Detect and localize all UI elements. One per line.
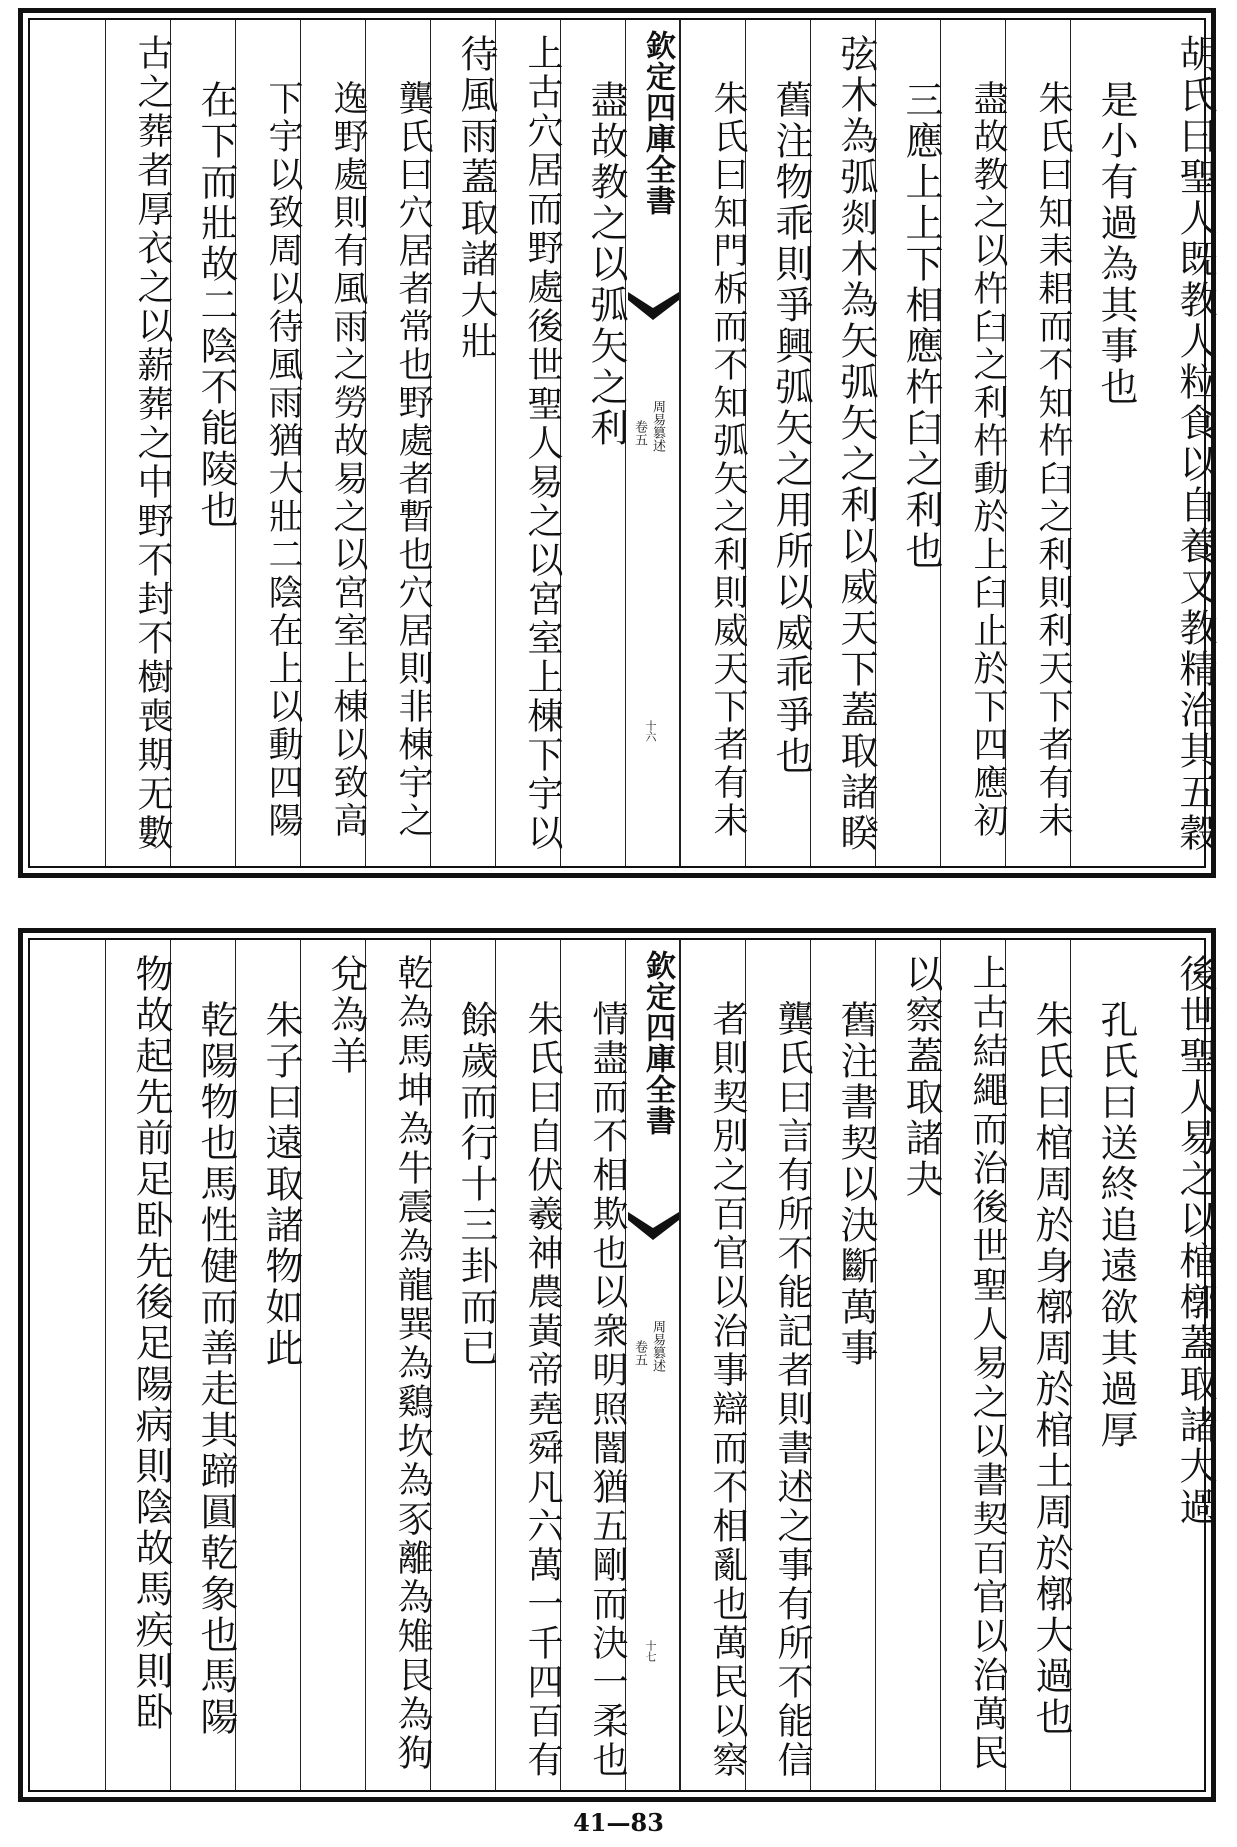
column-text: 情盡而不相欺也以衆明照闇猶五剛而決一柔也 [587, 1000, 628, 1780]
top-page-frame [28, 18, 1217, 868]
column-text: 上古穴居而野處後世聖人易之以宮室上棟下宇以 [522, 34, 563, 853]
column-text: 胡氏曰聖人既教人粒食以自養又教精治其五穀 [1173, 34, 1217, 854]
column-text: 龔氏曰穴居者常也野處者暫也穴居則非棟宇之 [393, 80, 433, 840]
text-column [560, 20, 628, 866]
column-text: 朱子曰遠取諸物如此 [259, 1000, 303, 1369]
column-text: 物故起先前足卧先後足陽病則陰故馬疾則卧 [129, 954, 173, 1733]
volume-label: 卷五 [632, 1340, 647, 1366]
column-text: 後世聖人易之以棺槨蓋取諸大過 [1173, 954, 1217, 1528]
column-text: 舊注書契以決斷萬事 [834, 1000, 878, 1369]
text-column [300, 940, 368, 1790]
column-text: 盡故教之以弧矢之利 [584, 80, 628, 449]
book-title: 周易篡述 [650, 400, 665, 452]
text-column [680, 940, 748, 1790]
column-text: 乾陽物也馬性健而善走其蹄圓乾象也馬陽 [194, 1000, 238, 1738]
leaf-number: 十六 [644, 720, 657, 742]
column-text: 上古結繩而治後世聖人易之以書契百官以治萬民 [967, 954, 1008, 1773]
text-column [875, 940, 943, 1790]
top-page [18, 8, 1216, 878]
text-column [560, 940, 628, 1790]
text-column [680, 20, 748, 866]
bottom-page [18, 928, 1216, 1802]
column-text: 朱氏曰棺周於身槨周於棺土周於槨大過也 [1029, 1000, 1073, 1738]
text-column [940, 940, 1008, 1790]
column-text: 舊注物乖則爭興弧矢之用所以威乖爭也 [769, 80, 813, 777]
column-text: 乾為馬坤為牛震為龍巽為鷄坎為豕離為雉艮為狗 [392, 954, 433, 1773]
volume-label: 卷五 [632, 420, 647, 446]
column-text: 朱氏曰自伏羲神農黃帝堯舜凡六萬一千四百有 [522, 1000, 563, 1780]
bottom-page-frame [28, 938, 1217, 1792]
text-column [105, 20, 173, 866]
text-column [1135, 940, 1217, 1790]
text-column [235, 940, 303, 1790]
text-column [1005, 20, 1073, 866]
column-text: 龔氏曰言有所不能記者則書述之事有所不能信 [772, 1000, 813, 1780]
column-text: 朱氏曰知耒耜而不知杵臼之利則利天下者有未 [1033, 80, 1073, 840]
page-footer-number: 41—83 [573, 1808, 664, 1837]
column-text: 弦木為弧剡木為矢弧矢之利以威天下蓋取諸睽 [834, 34, 878, 854]
column-text: 者則契別之百官以治事辯而不相亂也萬民以察 [707, 1000, 748, 1780]
leaf-number: 十七 [644, 1640, 657, 1662]
text-column [875, 20, 943, 866]
fish-tail-mark-icon [626, 290, 681, 330]
text-column [1070, 940, 1138, 1790]
text-column [365, 940, 433, 1790]
column-text: 朱氏曰知門柝而不知弧矢之利則威天下者有未 [708, 80, 748, 840]
text-column [810, 20, 878, 866]
column-text: 待風雨蓋取諸大壯 [454, 34, 498, 362]
column-text: 逸野處則有風雨之勞故易之以宮室上棟以致高 [328, 80, 368, 840]
text-column [495, 20, 563, 866]
text-column [940, 20, 1008, 866]
column-text: 孔氏曰送終追遠欲其過厚 [1094, 1000, 1138, 1451]
text-column [810, 940, 878, 1790]
text-column [1135, 20, 1217, 866]
text-column [495, 940, 563, 1790]
text-column [300, 20, 368, 866]
text-column [365, 20, 433, 866]
center-margin-strip [625, 940, 680, 1790]
text-column [1070, 20, 1138, 866]
book-title: 周易篡述 [650, 1320, 665, 1372]
fish-tail-mark-icon [626, 1210, 681, 1250]
column-text: 兌為羊 [324, 954, 368, 1077]
column-text: 古之葬者厚衣之以薪葬之中野不封不樹喪期无數 [132, 34, 173, 853]
column-text: 以察蓋取諸夬 [899, 954, 943, 1200]
center-margin-strip [625, 20, 680, 866]
text-column [430, 940, 498, 1790]
text-column [745, 20, 813, 866]
column-text: 盡故教之以杵臼之利杵動於上臼止於下四應初 [968, 80, 1008, 840]
text-column [105, 940, 173, 1790]
column-text: 餘歲而行十三卦而已 [454, 1000, 498, 1369]
column-text: 是小有過為其事也 [1094, 80, 1138, 408]
series-title: 欽定四庫全書 [640, 950, 675, 1136]
text-column [1005, 940, 1073, 1790]
column-text: 在下而壯故二陰不能陵也 [194, 80, 238, 531]
series-title: 欽定四庫全書 [640, 30, 675, 216]
column-text: 三應上上下相應杵臼之利也 [899, 80, 943, 572]
text-column [430, 20, 498, 866]
text-column [235, 20, 303, 866]
text-column [745, 940, 813, 1790]
text-column [170, 20, 238, 866]
column-text: 下宇以致周以待風雨猶大壯二陰在上以動四陽 [263, 80, 303, 840]
text-column [170, 940, 238, 1790]
